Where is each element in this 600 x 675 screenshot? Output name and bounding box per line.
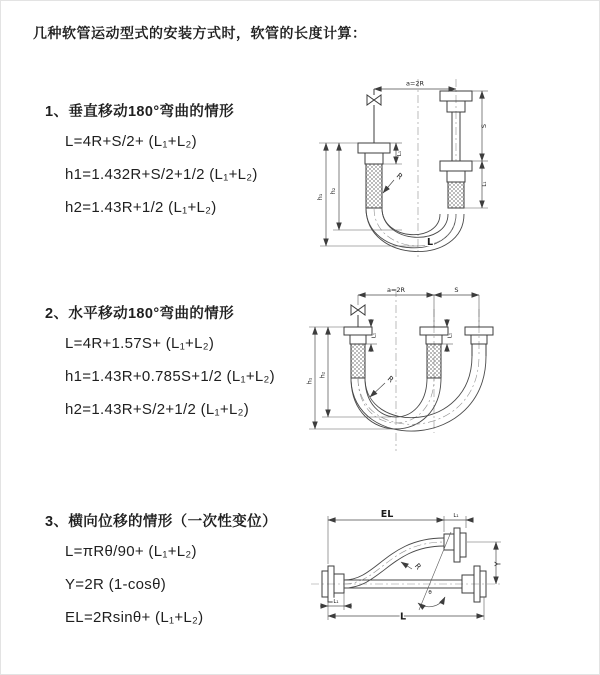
section-3-formulas bbox=[65, 535, 203, 634]
section-2-heading: 2、水平移动180°弯曲的情形 bbox=[45, 306, 235, 322]
dim-label-s: S bbox=[454, 286, 459, 294]
radius-callout bbox=[383, 171, 404, 193]
radius-callout bbox=[401, 562, 423, 572]
section-2-formulas bbox=[65, 327, 275, 426]
formula-line: h1=1.43R+0.785S+1/2 (L₁+L₂) bbox=[65, 368, 275, 385]
dimension-y bbox=[467, 542, 503, 584]
dimension-el bbox=[328, 509, 444, 564]
dim-label-h1: h₁ bbox=[305, 377, 314, 385]
formula-line: L=4R+S/2+ (L₁+L₂) bbox=[65, 133, 197, 150]
dimension-l1-top bbox=[444, 513, 473, 528]
dim-label-h2: h₂ bbox=[318, 371, 327, 379]
hose-u-curves bbox=[351, 356, 486, 431]
formula-line: h2=1.43R+S/2+1/2 (L₁+L₂) bbox=[65, 401, 250, 418]
length-label: L bbox=[426, 237, 434, 248]
dim-label-h1: h₁ bbox=[316, 193, 324, 201]
radius-label: R bbox=[412, 561, 424, 572]
page-title: 几种软管运动型式的安装方式时，软管的长度计算： bbox=[33, 25, 367, 41]
diagram-horizontal-180-bend bbox=[301, 283, 600, 458]
diagram-lateral-displacement bbox=[299, 504, 599, 639]
dim-label-l1-top: L₁ bbox=[453, 513, 459, 519]
displaced-flange-fitting bbox=[444, 528, 466, 562]
radius-construction-line bbox=[419, 532, 451, 610]
valve-icon bbox=[351, 305, 365, 327]
formula-line: L=πRθ/90+ (L₁+L₂) bbox=[65, 543, 197, 560]
dimension-l1-right bbox=[482, 161, 488, 208]
dimension-a2r bbox=[374, 80, 456, 90]
dim-label-y: Y bbox=[493, 561, 503, 567]
dimension-l bbox=[328, 597, 484, 623]
dim-label-a2r: a=2R bbox=[405, 79, 425, 88]
radius-callout bbox=[370, 374, 395, 397]
dim-label-l: L bbox=[399, 611, 407, 623]
dim-label-a2r: a=2R bbox=[386, 286, 406, 294]
radius-label: R bbox=[385, 373, 396, 385]
dimension-a2r bbox=[358, 286, 479, 327]
dim-label-l1-left: L₁ bbox=[397, 150, 403, 157]
formula-line: EL=2Rsinθ+ (L₁+L₂) bbox=[65, 609, 204, 626]
dimension-s bbox=[464, 91, 488, 208]
dimension-s bbox=[434, 286, 479, 295]
angle-callout bbox=[418, 590, 445, 607]
dim-label-h2: h₂ bbox=[329, 187, 337, 195]
dimension-l1-bottom bbox=[320, 593, 352, 610]
dim-label-l1-right: L₁ bbox=[482, 181, 488, 187]
formula-line: L=4R+1.57S+ (L₁+L₂) bbox=[65, 335, 215, 352]
section-3-heading: 3、横向位移的情形（一次性变位） bbox=[45, 514, 277, 530]
angle-label: θ bbox=[428, 590, 432, 596]
center-flange-fitting bbox=[420, 327, 448, 378]
diagram-vertical-180-bend bbox=[306, 73, 596, 263]
dim-label-s: S bbox=[480, 123, 488, 129]
dim-label-l1-left: L₁ bbox=[371, 332, 378, 339]
dim-label-l1-bottom: L₁ bbox=[333, 599, 339, 605]
valve-icon bbox=[367, 89, 381, 143]
formula-line: Y=2R (1-cosθ) bbox=[65, 576, 167, 593]
formula-line: h1=1.432R+S/2+1/2 (L₁+L₂) bbox=[65, 166, 258, 183]
formula-line: h2=1.43R+1/2 (L₁+L₂) bbox=[65, 199, 217, 216]
right-flange-fitting-lower bbox=[440, 161, 472, 208]
dim-label-l1-mid: L₁ bbox=[447, 332, 454, 339]
hose-s-curve bbox=[344, 538, 444, 588]
left-flange-fitting bbox=[358, 143, 390, 208]
centerlines bbox=[418, 79, 456, 257]
radius-label: R bbox=[394, 170, 405, 182]
section-1-formulas bbox=[65, 125, 258, 224]
left-flange-fitting bbox=[344, 327, 372, 378]
dim-label-el: EL bbox=[380, 509, 394, 520]
section-1-heading: 1、垂直移动180°弯曲的情形 bbox=[45, 104, 235, 120]
